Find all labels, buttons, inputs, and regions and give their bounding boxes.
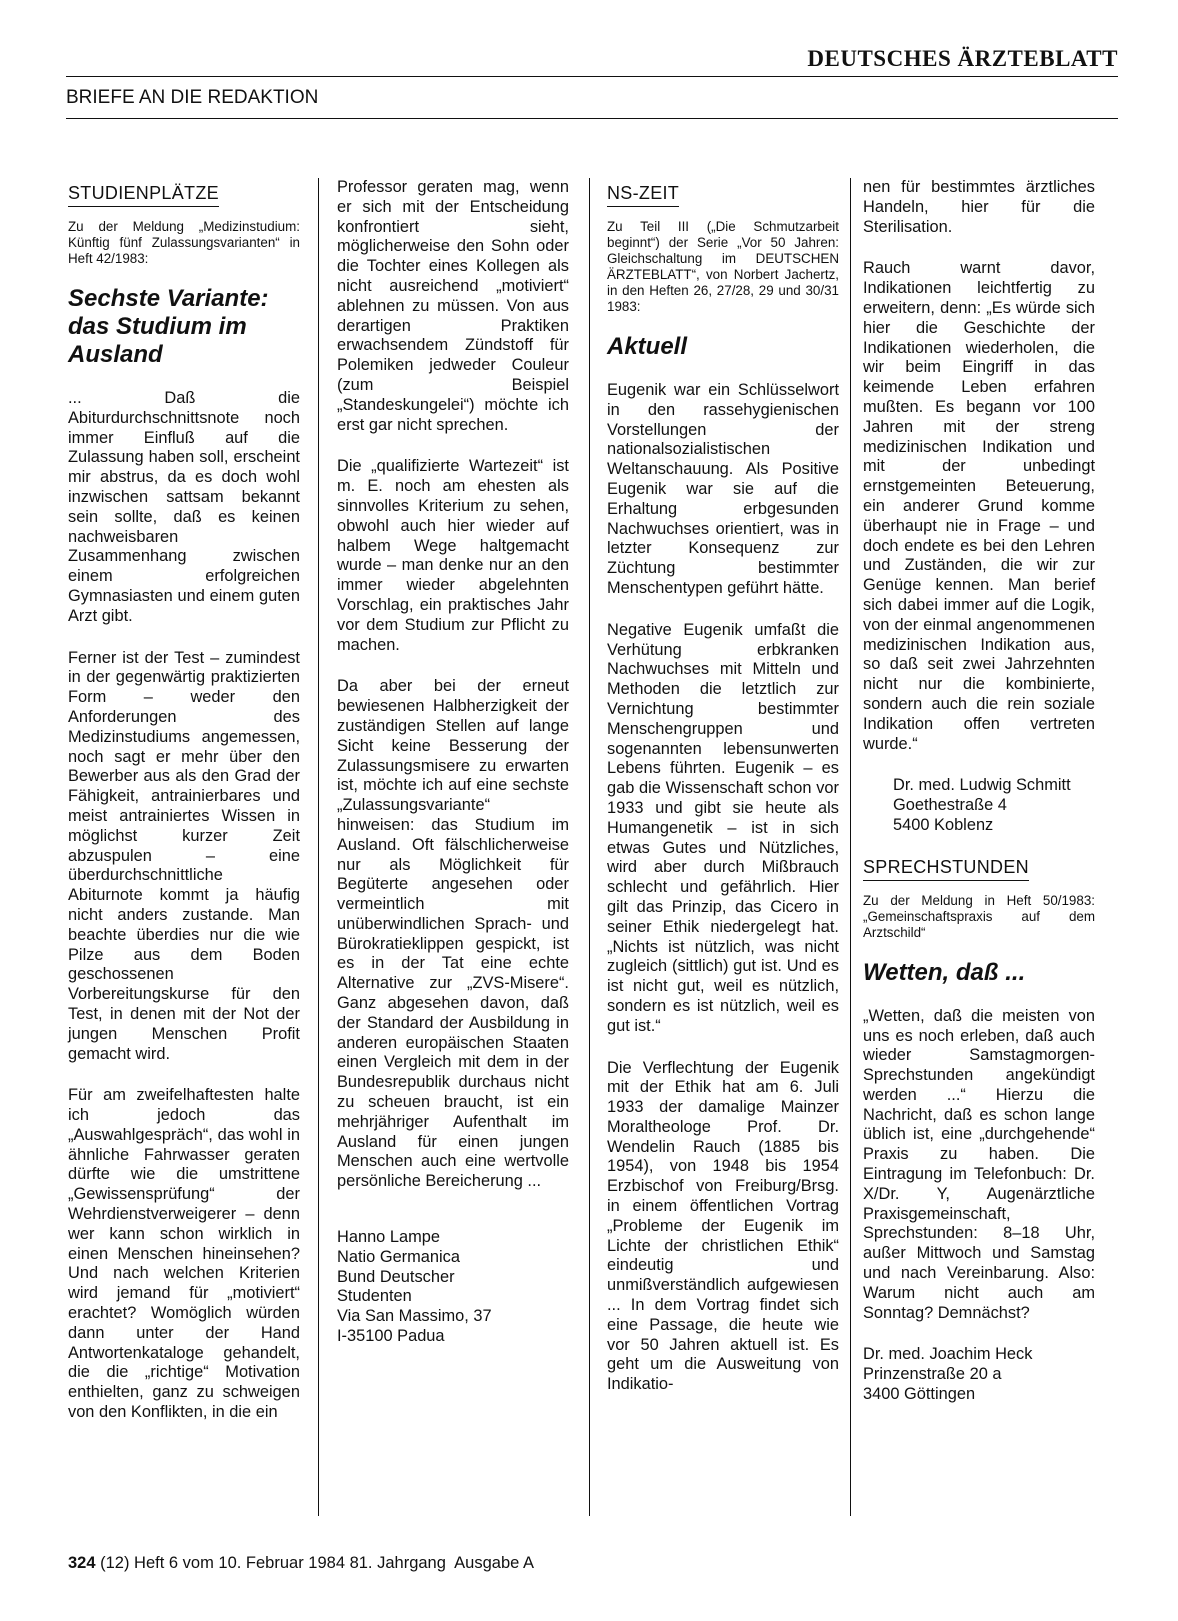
column-3 bbox=[607, 178, 839, 1417]
paragraph: Die „qualifizierte Wartezeit“ ist m. E. noch am ehesten als sinnvolles Kriterium zu sehen, obwohl auch hier wieder auf halbem Wege haltgemacht wurde – man denke nur an den immer wieder abgelehnten Vorschlag, ein praktisches Jahr vor dem Studium zur Pflicht zu machen. bbox=[337, 457, 569, 654]
signature-line: Prinzenstraße 20 a bbox=[863, 1365, 1002, 1384]
signature-line: Via San Massimo, 37 bbox=[337, 1307, 492, 1326]
masthead: DEUTSCHES ÄRZTEBLATT bbox=[807, 46, 1118, 71]
signature-line: Hanno Lampe bbox=[337, 1228, 440, 1247]
page-number: 324 bbox=[68, 1554, 96, 1572]
page-footer bbox=[68, 1553, 534, 1573]
signature-line: Dr. med. Joachim Heck bbox=[863, 1345, 1033, 1364]
signature-line: 3400 Göttingen bbox=[863, 1385, 976, 1404]
letter-headline: Wetten, daß ... bbox=[863, 958, 1026, 986]
signature-line: Goethestraße 4 bbox=[893, 796, 1007, 815]
signature-block bbox=[863, 1345, 1095, 1404]
topic-label: STUDIENPLÄTZE bbox=[68, 182, 219, 207]
letter-headline: Sechste Variante: das Studium im Ausland bbox=[68, 285, 269, 368]
column-4 bbox=[863, 178, 1095, 1421]
section-rule bbox=[66, 118, 1118, 119]
paragraph: Für am zweifelhaftesten halte ich jedoch das „Auswahlgespräch“, das wohl in ähnliche Fahrwasser geraten dürfte wie die umstrittene „Gewissensprüfung“ der Wehrdienstverweigerer – denn wer kann schon wirklich in einen Menschen hineinsehen? Und nach welchen Kriterien wird jemand für „motiviert“ erachtet? Womöglich würden dann unter der Hand Antwortenkataloge gehandelt, die die „richtige“ Motivation enthielten, ganz zu schweigen von den Konflikten, in die ein bbox=[68, 1086, 300, 1422]
paragraph: Eugenik war ein Schlüsselwort in den rassehygienischen Vorstellungen der nationalsozialistischen Weltanschauung. Als Positive Eugenik war sie auf die Erhaltung erbgesunden Nachwuchses orientiert, was in letzter Konsequenz zur Züchtung bestimmter Menschentypen geführt hätte. bbox=[607, 381, 839, 597]
paragraph: Ferner ist der Test – zumindest in der gegenwärtig praktizierten Form – weder den Anforderungen des Medizinstudiums angemessen, noch sagt er mehr über den Bewerber aus als den Grad der Fähigkeit, antrainierbares und meist antrainiertes Wissen in möglichst kurzer Zeit abzuspulen – eine überdurchschnittliche Abiturnote kommt ja häufig nicht anders zustande. Man beachte überdies nur die wie Pilze aus dem Boden geschossenen Vorbereitungskurse für den Test, in denen mit der Not der jungen Menschen Profit gemacht wird. bbox=[68, 648, 300, 1063]
paragraph: ... Daß die Abiturdurchschnittsnote noch immer Einfluß auf die Zulassung haben soll, erscheint mir abstrus, da es doch wohl inzwischen sattsam bekannt sein sollte, daß es keinen nachweisbaren Zusammenhang zwischen einem erfolgreichen Gymnasiasten und einem guten Arzt gibt. bbox=[68, 389, 300, 625]
letter-headline: Aktuell bbox=[607, 333, 688, 360]
column-divider bbox=[318, 178, 319, 1516]
column-divider bbox=[589, 178, 590, 1516]
signature-block bbox=[337, 1228, 569, 1347]
masthead-rule bbox=[66, 76, 1118, 77]
paragraph: Negative Eugenik umfaßt die Verhütung erbkranken Nachwuchses mit Mitteln und Methoden die letztlich zur Vernichtung bestimmter Menschengruppen und sogenannten lebensunwerten Lebens führten. Eugenik – es gab die Wissenschaft schon vor 1933 und gibt sie heute als Humangenetik – ist in sich etwas Gutes und Nützliches, wird aber durch Mißbrauch schlecht und gefährlich. Hier gilt das Prinzip, das Cicero in seiner Ethik niedergelegt hat. „Nichts ist nützlich, was nicht zugleich (sittlich) gut ist. Und es ist nicht gut, weil es nützlich, sondern es ist nützlich, weil es gut ist.“ bbox=[607, 620, 839, 1035]
signature-line: Dr. med. Ludwig Schmitt bbox=[893, 776, 1071, 795]
signature-line: 5400 Koblenz bbox=[893, 815, 994, 834]
paragraph: Da aber bei der erneut bewiesenen Halbherzigkeit der zuständigen Stellen auf lange Sicht keine Besserung der Zulassungsmisere zu erwarten ist, möchte ich auf eine sechste „Zulassungsvariante“ hinweisen: das Studium im Ausland. Oft fälschlicherweise nur als Möglichkeit für Begüterte angesehen oder vermeintlich mit unüberwindlichen Sprach- und Bürokratieklippen gespickt, ist es in der Tat eine echte Alternative zur „ZVS-Misere“. Ganz abgesehen davon, daß der Standard der Ausbildung in anderen europäischen Staaten einen Vergleich mit dem in der Bundesrepublik durchaus nicht zu scheuen braucht, ist ein mehrjähriger Aufenthalt im Ausland für einen jungen Menschen auch eine wertvolle persönliche Bereicherung ... bbox=[337, 677, 569, 1191]
topic-label: NS-ZEIT bbox=[607, 182, 679, 207]
paragraph: Die Verflechtung der Eugenik mit der Ethik hat am 6. Juli 1933 der damalige Mainzer Moraltheologe Prof. Dr. Wendelin Rauch (1885 bis 1954), von 1948 bis 1954 Erzbischof von Freiburg/Brsg. in einem öffentlichen Vortrag „Probleme der Eugenik im Lichte der christlichen Ethik“ eindeutig und unmißverständlich aufgewiesen ... In dem Vortrag findet sich eine Passage, die heute wie vor 50 Jahren aktuell ist. Es geht um die Ausweitung von Indikatio- bbox=[607, 1058, 839, 1394]
signature-line: I-35100 Padua bbox=[337, 1327, 445, 1346]
signature-line: Natio Germanica bbox=[337, 1247, 460, 1266]
paragraph: „Wetten, daß die meisten von uns es noch erleben, daß auch wieder Samstagmorgen-Sprechstunden angekündigt werden ...“ Hierzu die Nachricht, daß es schon lange üblich ist, eine „durchgehende“ Praxis zu haben. Die Eintragung im Telefonbuch: Dr. X/Dr. Y, Augenärztliche Praxisgemeinschaft, Sprechstunden: 8–18 Uhr, außer Mittwoch und Samstag und nach Vereinbarung. Also: Warum nicht auch am Sonntag? Demnächst? bbox=[863, 1006, 1095, 1322]
column-1 bbox=[68, 178, 300, 1445]
section-heading: BRIEFE AN DIE REDAKTION bbox=[66, 87, 319, 108]
issue-info: (12) Heft 6 vom 10. Februar 1984 81. Jahrgang Ausgabe A bbox=[95, 1554, 534, 1572]
signature-block bbox=[863, 776, 1095, 835]
letter-intro: Zu der Meldung in Heft 50/1983: „Gemeinschaftspraxis auf dem Arztschild“ bbox=[863, 892, 1095, 940]
letter-intro: Zu Teil III („Die Schmutzarbeit beginnt“) der Serie „Vor 50 Jahren: Gleichschaltung im DEUTSCHEN ÄRZTEBLATT“, von Norbert Jachertz, in den Heften 26, 27/28, 29 und 30/31 1983: bbox=[607, 219, 839, 314]
paragraph: Professor geraten mag, wenn er sich mit der Entscheidung konfrontiert sieht, möglicherweise den Sohn oder die Tochter eines Kollegen als nicht ausreichend „motiviert“ ablehnen zu müssen. Von aus derartigen Praktiken erwachsendem Zündstoff für Polemiken jedweder Couleur (zum Beispiel „Standeskungelei“) möchte ich erst gar nicht sprechen. bbox=[337, 178, 569, 434]
paragraph: nen für bestimmtes ärztliches Handeln, hier für die Sterilisation. bbox=[863, 178, 1095, 236]
paragraph: Rauch warnt davor, Indikationen leichtfertig zu erweitern, denn: „Es würde sich hier die Geschichte der Indikationen wiederholen, die wir beim Eingriff in das keimende Leben erfahren mußten. Es begann vor 100 Jahren mit der streng medizinischen Indikation und mit der unbedingt ernstgemeinten Beteuerung, ein anderer Grund komme überhaupt nie in Frage – und doch endete es bei den Lehren und Zuständen, die wir zur Genüge kennen. Man berief sich dabei immer auf die Logik, von der einmal angenommenen medizinischen Indikation aus, so daß seit zwei Jahrzehnten nicht nur die kombinierte, sondern auch die rein soziale Indikation offen vertreten wurde.“ bbox=[863, 259, 1095, 753]
signature-line: Bund Deutscher bbox=[337, 1267, 455, 1286]
topic-label: SPRECHSTUNDEN bbox=[863, 856, 1029, 881]
signature-line: Studenten bbox=[337, 1287, 412, 1306]
column-2 bbox=[337, 178, 569, 1363]
column-divider bbox=[850, 178, 851, 1516]
letter-intro: Zu der Meldung „Medizinstudium: Künftig fünf Zulassungsvarianten“ in Heft 42/1983: bbox=[68, 219, 300, 266]
